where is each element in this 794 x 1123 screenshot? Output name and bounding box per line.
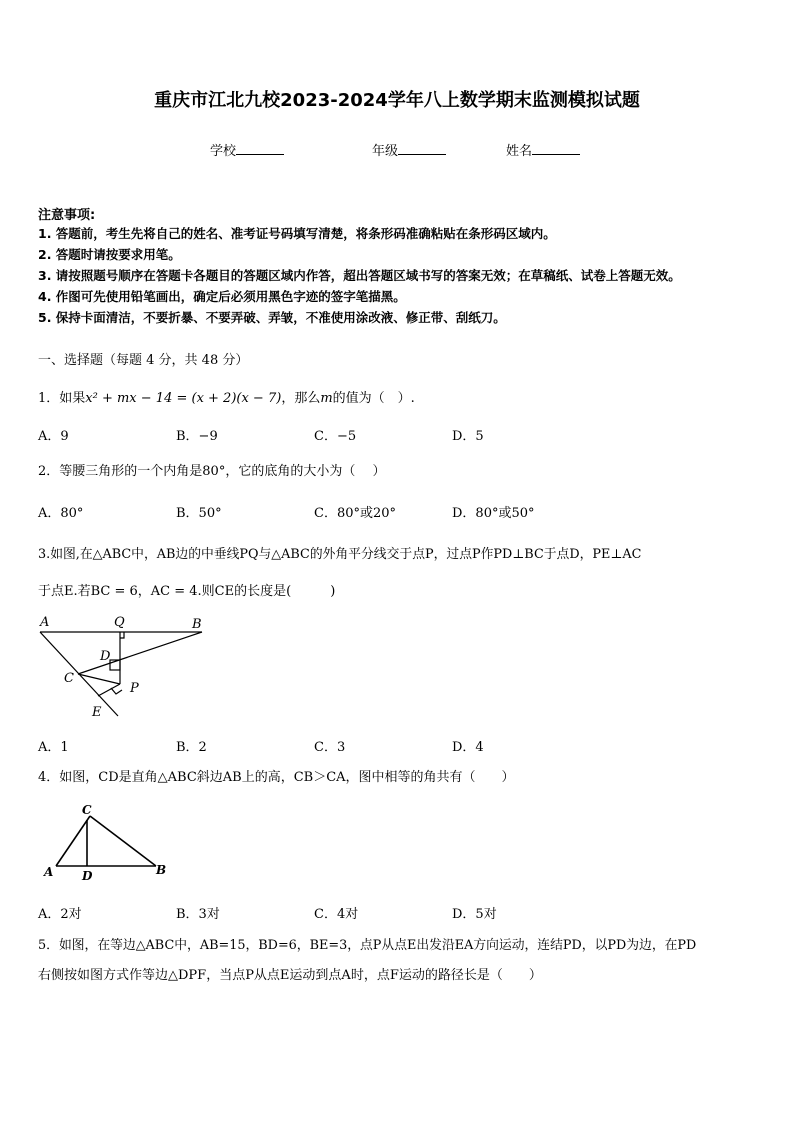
grade-field[interactable] bbox=[372, 140, 446, 159]
q1-option-c[interactable]: C．−5 bbox=[314, 429, 357, 444]
q3-option-b[interactable]: B．2 bbox=[176, 740, 207, 755]
notice-item: 3. 请按照题号顺序在答题卡各题目的答题区域内作答，超出答题区域书写的答案无效；在草稿纸、试卷上答题无效。 bbox=[38, 268, 681, 283]
school-label: 学校 bbox=[210, 144, 237, 159]
notice-item: 2. 答题时请按要求用笔。 bbox=[38, 247, 181, 262]
school-field[interactable] bbox=[210, 140, 284, 159]
school-blank[interactable] bbox=[236, 142, 284, 155]
question-3-line2: 于点E.若BC = 6，AC = 4.则CE的长度是( ) bbox=[38, 584, 336, 599]
question-4-stem: 4．如图，CD是直角△ABC斜边AB上的高，CB＞CA，图中相等的角共有（ ） bbox=[38, 770, 515, 785]
q1-option-a[interactable]: A．9 bbox=[38, 429, 69, 444]
q3-label-p: P bbox=[130, 681, 139, 696]
grade-blank[interactable] bbox=[398, 142, 446, 155]
page-title: 重庆市江北九校2023-2024学年八上数学期末监测模拟试题 bbox=[154, 90, 640, 111]
q3-option-c[interactable]: C．3 bbox=[314, 740, 346, 755]
question-1-stem bbox=[38, 387, 415, 406]
q4-option-a[interactable]: A．2对 bbox=[38, 907, 82, 922]
q2-option-a[interactable]: A．80° bbox=[38, 506, 84, 521]
q4-option-c[interactable]: C．4对 bbox=[314, 907, 359, 922]
q1-option-d[interactable]: D．5 bbox=[452, 429, 484, 444]
notice-heading: 注意事项: bbox=[38, 208, 96, 223]
q1-variable: m bbox=[320, 391, 333, 406]
q4-label-c: C bbox=[82, 803, 92, 817]
q4-option-b[interactable]: B．3对 bbox=[176, 907, 220, 922]
name-field[interactable] bbox=[506, 140, 580, 159]
q2-option-d[interactable]: D．80°或50° bbox=[452, 506, 535, 521]
q2-option-c[interactable]: C．80°或20° bbox=[314, 506, 397, 521]
section-heading: 一、选择题（每题 4 分，共 48 分） bbox=[38, 353, 249, 368]
q3-option-a[interactable]: A．1 bbox=[38, 740, 69, 755]
q4-label-d: D bbox=[82, 869, 93, 883]
name-label: 姓名 bbox=[506, 144, 533, 159]
notice-item: 1. 答题前，考生先将自己的姓名、准考证号码填写清楚，将条形码准确粘贴在条形码区域内。 bbox=[38, 226, 556, 241]
q1-suffix: 的值为（ ）. bbox=[332, 391, 415, 406]
notice-item: 5. 保持卡面清洁，不要折暴、不要弄破、弄皱，不准使用涂改液、修正带、刮纸刀。 bbox=[38, 310, 506, 325]
q3-label-b: B bbox=[192, 617, 202, 632]
q4-label-b: B bbox=[156, 863, 167, 877]
q3-label-e: E bbox=[92, 705, 102, 720]
q2-option-b[interactable]: B．50° bbox=[176, 506, 222, 521]
question-5-line1: 5．如图，在等边△ABC中，AB=15，BD=6，BE=3，点P从点E出发沿EA方向运动，连结PD，以PD为边，在PD bbox=[38, 938, 697, 953]
question-5-line2: 右侧按如图方式作等边△DPF，当点P从点E运动到点A时，点F运动的路径长是（ ） bbox=[38, 968, 542, 983]
q3-label-a: A bbox=[40, 615, 50, 630]
q1-option-b[interactable]: B．−9 bbox=[176, 429, 218, 444]
q4-figure bbox=[40, 800, 176, 884]
q3-label-d: D bbox=[100, 649, 111, 664]
q1-equation: x² + mx − 14 = (x + 2)(x − 7) bbox=[85, 391, 282, 406]
q4-label-a: A bbox=[44, 865, 54, 879]
q1-mid: ，那么 bbox=[281, 391, 321, 406]
q3-figure bbox=[36, 612, 216, 722]
grade-label: 年级 bbox=[372, 144, 399, 159]
name-blank[interactable] bbox=[532, 142, 580, 155]
q4-option-d[interactable]: D．5对 bbox=[452, 907, 497, 922]
q1-prefix: 1．如果 bbox=[38, 391, 86, 406]
question-2-stem: 2．等腰三角形的一个内角是80°，它的底角的大小为（ ） bbox=[38, 464, 386, 479]
q3-label-c: C bbox=[64, 671, 74, 686]
q3-label-q: Q bbox=[114, 615, 125, 630]
q3-option-d[interactable]: D．4 bbox=[452, 740, 484, 755]
notice-item: 4. 作图可先使用铅笔画出，确定后必须用黑色字迹的签字笔描黑。 bbox=[38, 289, 406, 304]
question-3-line1: 3.如图,在△ABC中，AB边的中垂线PQ与△ABC的外角平分线交于点P，过点P作PD⊥BC于点D，PE⊥AC bbox=[38, 547, 642, 562]
